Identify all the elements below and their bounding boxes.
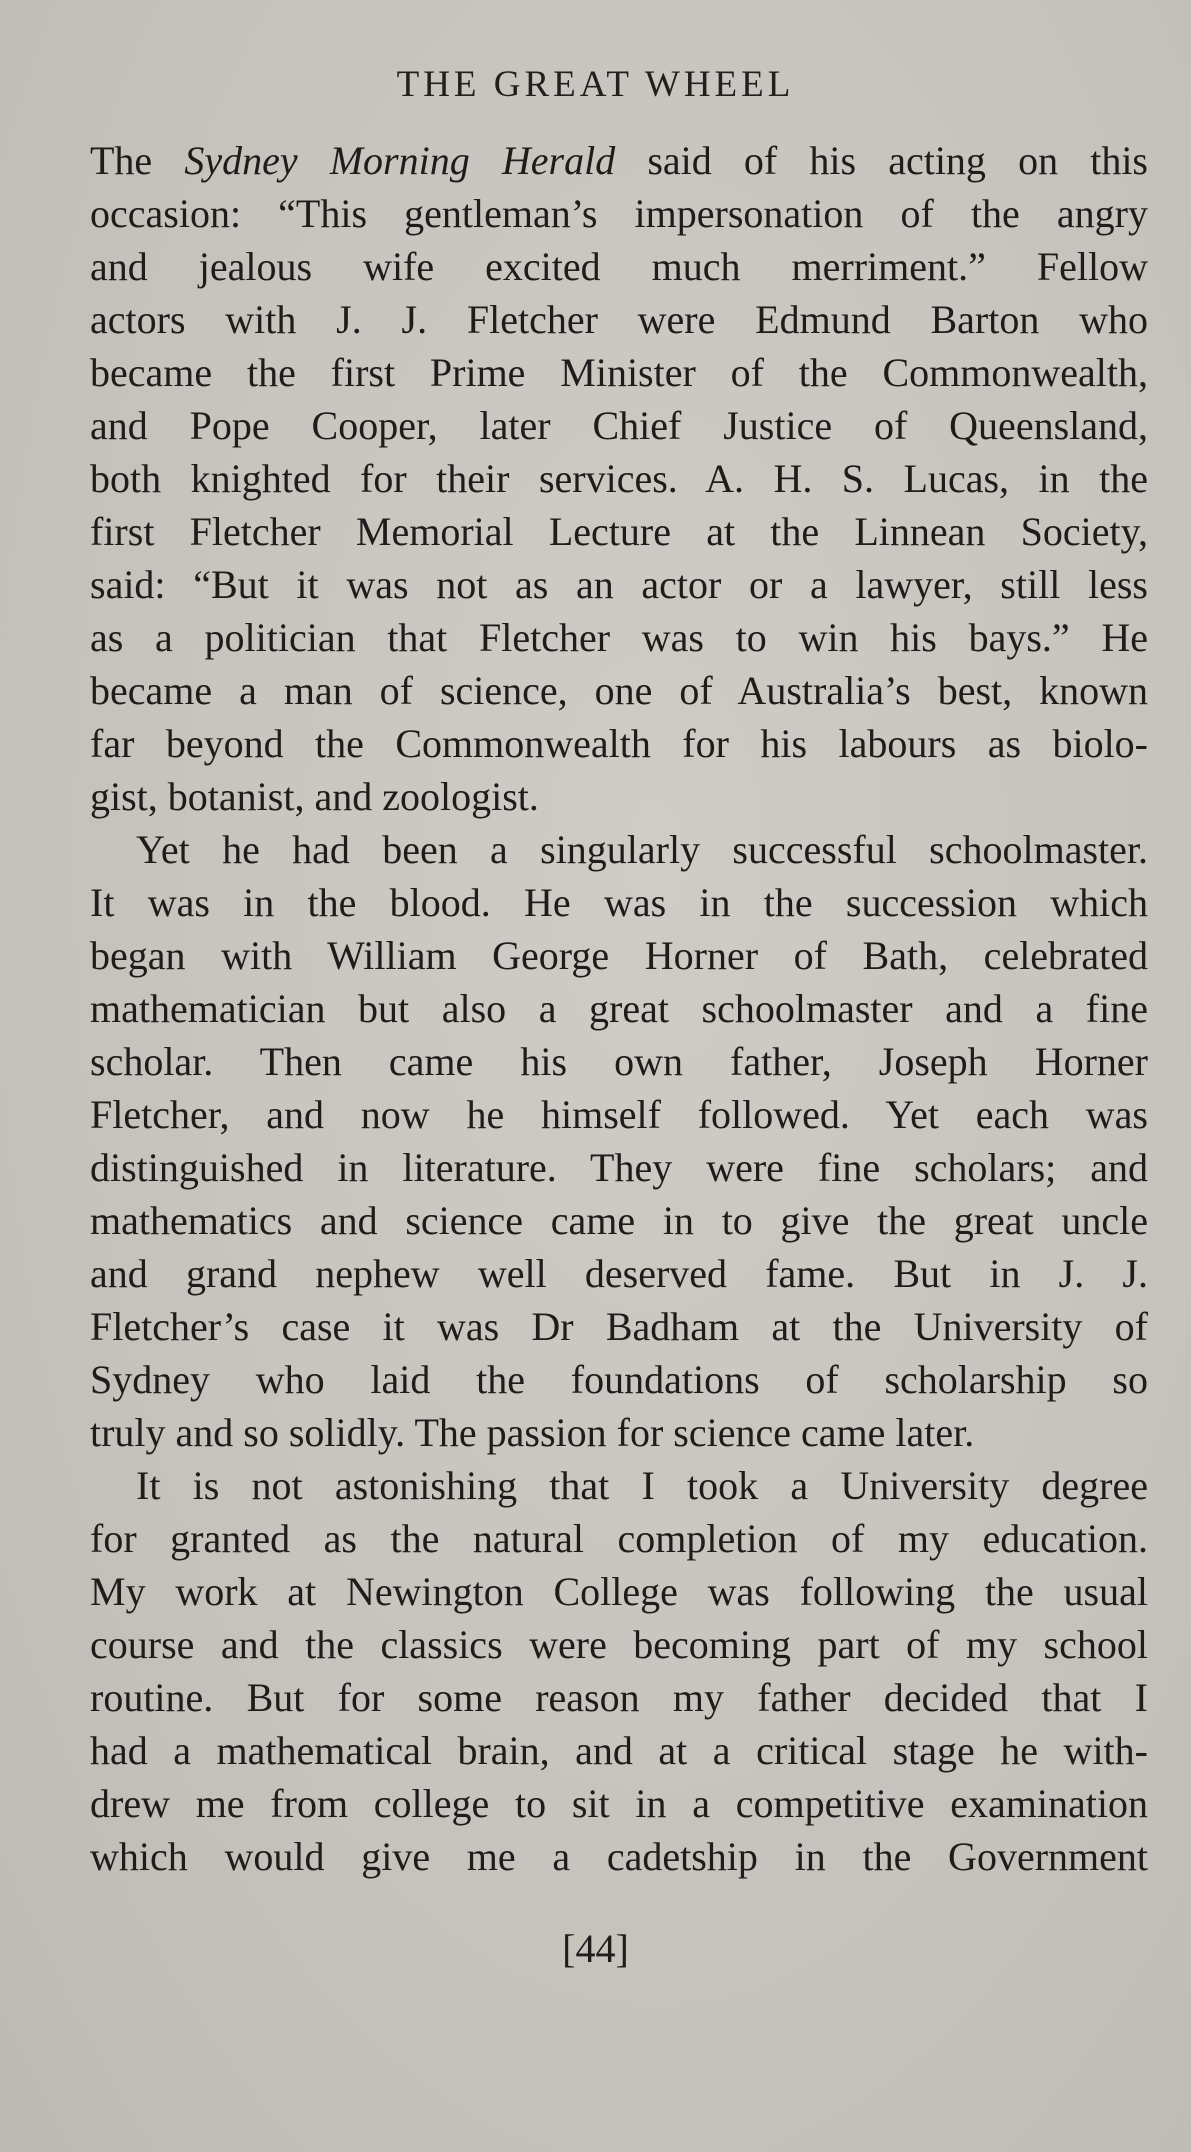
text-line-10: as a politician that Fletcher was to win his bays.” He	[90, 615, 1148, 660]
text-line-16: began with William George Horner of Bath, celebrated	[90, 933, 1148, 978]
text-line-32: drew me from college to sit in a competitive examination	[90, 1781, 1148, 1826]
text-line-5: became the first Prime Minister of the Commonwealth,	[90, 350, 1148, 395]
text-line-33: which would give me a cadetship in the Government	[90, 1834, 1148, 1879]
text-line-8: first Fletcher Memorial Lecture at the Linnean Society,	[90, 509, 1148, 554]
text-line-7: both knighted for their services. A. H. S. Lucas, in the	[90, 456, 1148, 501]
text-line-22: and grand nephew well deserved fame. But in J. J.	[90, 1251, 1148, 1296]
text-line-13: gist, botanist, and zoologist.	[90, 774, 539, 819]
text-line-24: Sydney who laid the foundations of scholarship so	[90, 1357, 1148, 1402]
text-line-14: Yet he had been a singularly successful schoolmaster.	[136, 827, 1148, 872]
text-line-19: Fletcher, and now he himself followed. Yet each was	[90, 1092, 1148, 1137]
text-line-3: and jealous wife excited much merriment.” Fellow	[90, 244, 1148, 289]
text-line-18: scholar. Then came his own father, Joseph Horner	[90, 1039, 1148, 1084]
newspaper-title: Sydney Morning Herald	[184, 138, 616, 183]
text-line-25: truly and so solidly. The passion for science came later.	[90, 1410, 975, 1455]
text-line-17: mathematician but also a great schoolmaster and a fine	[90, 986, 1148, 1031]
text-line-30: routine. But for some reason my father decided that I	[90, 1675, 1148, 1720]
body-text	[90, 134, 1148, 1883]
text-line-27: for granted as the natural completion of my education.	[90, 1516, 1148, 1561]
text-line-31: had a mathematical brain, and at a critical stage he with-	[90, 1728, 1148, 1773]
text-line-26: It is not astonishing that I took a University degree	[136, 1463, 1148, 1508]
text-line-4: actors with J. J. Fletcher were Edmund Barton who	[90, 297, 1148, 342]
text-line-23: Fletcher’s case it was Dr Badham at the University of	[90, 1304, 1148, 1349]
text-line-15: It was in the blood. He was in the succession which	[90, 880, 1148, 925]
text-line-12: far beyond the Commonwealth for his labours as biolo-	[90, 721, 1148, 766]
text-line-28: My work at Newington College was following the usual	[90, 1569, 1148, 1614]
text-line-11: became a man of science, one of Australia’s best, known	[90, 668, 1148, 713]
text-line-1: The Sydney Morning Herald said of his acting on this	[90, 138, 1148, 183]
running-head: THE GREAT WHEEL	[396, 64, 795, 105]
text-line-20: distinguished in literature. They were fine scholars; and	[90, 1145, 1148, 1190]
text-line-29: course and the classics were becoming part of my school	[90, 1622, 1148, 1667]
text-line-2: occasion: “This gentleman’s impersonation of the angry	[90, 191, 1148, 236]
page-number: [44]	[562, 1926, 629, 1971]
text-line-9: said: “But it was not as an actor or a lawyer, still less	[90, 562, 1148, 607]
text-line-21: mathematics and science came in to give the great uncle	[90, 1198, 1148, 1243]
text-line-6: and Pope Cooper, later Chief Justice of Queensland,	[90, 403, 1148, 448]
